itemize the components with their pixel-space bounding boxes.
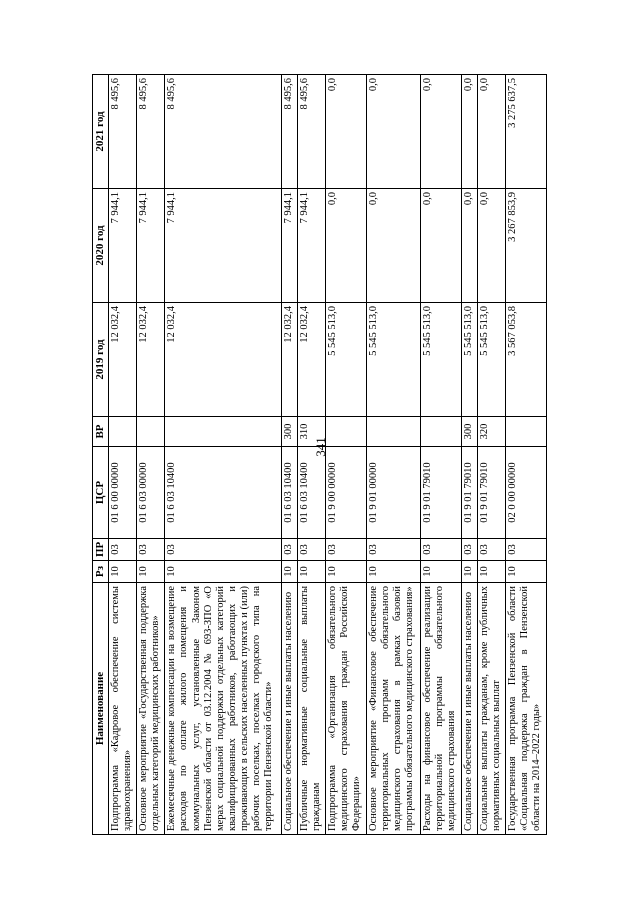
header-csr: ЦСР <box>93 447 109 539</box>
cell-pr: 03 <box>367 539 421 561</box>
cell-csr: 01 9 01 00000 <box>367 447 421 539</box>
cell-2020: 0,0 <box>367 189 421 303</box>
cell-vr <box>505 417 546 447</box>
cell-2020: 0,0 <box>461 189 477 303</box>
cell-pr: 03 <box>461 539 477 561</box>
cell-2019: 5 545 513,0 <box>477 303 505 417</box>
header-2019: 2019 год <box>93 303 109 417</box>
cell-rz: 10 <box>165 561 282 583</box>
cell-2020: 7 944,1 <box>165 189 282 303</box>
cell-2021: 0,0 <box>461 75 477 189</box>
header-2020: 2020 год <box>93 189 109 303</box>
cell-rz: 10 <box>108 561 136 583</box>
table-row <box>367 75 421 835</box>
table-header-row <box>93 75 109 835</box>
table-row <box>461 75 477 835</box>
cell-pr: 03 <box>137 539 165 561</box>
cell-name: Подпрограмма «Организация обязательного медицинского страхования граждан Российской Федерации» <box>326 583 367 835</box>
cell-2020: 7 944,1 <box>297 189 325 303</box>
cell-2020: 0,0 <box>420 189 461 303</box>
table-row <box>282 75 298 835</box>
cell-2021: 0,0 <box>326 75 367 189</box>
cell-rz: 10 <box>477 561 505 583</box>
cell-2020: 3 267 853,9 <box>505 189 546 303</box>
cell-vr: 310 <box>297 417 325 447</box>
table-row <box>165 75 282 835</box>
cell-rz: 10 <box>326 561 367 583</box>
cell-2019: 5 545 513,0 <box>420 303 461 417</box>
cell-name: Социальное обеспечение и иные выплаты населению <box>461 583 477 835</box>
cell-rz: 10 <box>297 561 325 583</box>
cell-vr <box>326 417 367 447</box>
cell-name: Основное мероприятие «Финансовое обеспечение территориальных программ обязательного медицинского страхования в рамках базовой программы обязательного медицинского страхования» <box>367 583 421 835</box>
budget-table <box>92 74 547 835</box>
cell-csr: 01 6 03 10400 <box>297 447 325 539</box>
cell-pr: 03 <box>326 539 367 561</box>
cell-vr: 300 <box>461 417 477 447</box>
rotated-table-container <box>92 75 547 835</box>
cell-2019: 12 032,4 <box>165 303 282 417</box>
header-name: Наименование <box>93 583 109 835</box>
cell-pr: 03 <box>505 539 546 561</box>
cell-pr: 03 <box>477 539 505 561</box>
cell-vr: 320 <box>477 417 505 447</box>
table-row <box>326 75 367 835</box>
cell-csr: 02 0 00 00000 <box>505 447 546 539</box>
cell-2020: 7 944,1 <box>137 189 165 303</box>
cell-csr: 01 6 03 10400 <box>282 447 298 539</box>
table-row <box>108 75 136 835</box>
cell-csr: 01 9 01 79010 <box>477 447 505 539</box>
cell-csr: 01 9 01 79010 <box>420 447 461 539</box>
cell-name: Публичные нормативные социальные выплаты гражданам <box>297 583 325 835</box>
header-rz: Рз <box>93 561 109 583</box>
cell-2021: 8 495,6 <box>282 75 298 189</box>
table-body <box>108 75 546 835</box>
cell-vr <box>165 417 282 447</box>
page-number: 341 <box>313 437 328 457</box>
cell-csr: 01 6 00 00000 <box>108 447 136 539</box>
cell-vr: 300 <box>282 417 298 447</box>
cell-2019: 12 032,4 <box>282 303 298 417</box>
cell-2019: 12 032,4 <box>137 303 165 417</box>
cell-2021: 8 495,6 <box>108 75 136 189</box>
cell-2021: 3 275 637,5 <box>505 75 546 189</box>
cell-vr <box>137 417 165 447</box>
cell-vr <box>108 417 136 447</box>
cell-rz: 10 <box>282 561 298 583</box>
cell-2019: 12 032,4 <box>108 303 136 417</box>
cell-2021: 8 495,6 <box>137 75 165 189</box>
cell-pr: 03 <box>297 539 325 561</box>
cell-2020: 0,0 <box>477 189 505 303</box>
cell-2021: 8 495,6 <box>165 75 282 189</box>
cell-name: Подпрограмма «Кадровое обеспечение системы здравоохранения» <box>108 583 136 835</box>
cell-name: Основное мероприятие «Государственная поддержка отдельных категорий медицинских работников» <box>137 583 165 835</box>
cell-rz: 10 <box>420 561 461 583</box>
table-row <box>505 75 546 835</box>
cell-2019: 12 032,4 <box>297 303 325 417</box>
cell-name: Ежемесячные денежные компенсации на возмещение расходов по оплате жилого помещения и коммунальных услуг, установленные Законом Пензенской области от 03.12.2004 № 693-ЗПО «О мерах социальной поддержки отдельных категорий квалифицированных работников, работающих и проживающих в сельских населенных пунктах и (или) рабочих поселках, поселках городского типа на территории Пензенской области» <box>165 583 282 835</box>
cell-csr: 01 9 01 79010 <box>461 447 477 539</box>
cell-csr: 01 6 03 10400 <box>165 447 282 539</box>
cell-csr: 01 9 00 00000 <box>326 447 367 539</box>
cell-rz: 10 <box>137 561 165 583</box>
cell-rz: 10 <box>367 561 421 583</box>
cell-pr: 03 <box>108 539 136 561</box>
header-vr: ВР <box>93 417 109 447</box>
cell-pr: 03 <box>165 539 282 561</box>
cell-name: Расходы на финансовое обеспечение реализации территориальной программы обязательного медицинского страхования <box>420 583 461 835</box>
cell-rz: 10 <box>461 561 477 583</box>
cell-2021: 0,0 <box>477 75 505 189</box>
cell-2020: 0,0 <box>326 189 367 303</box>
cell-2019: 5 545 513,0 <box>461 303 477 417</box>
cell-2020: 7 944,1 <box>108 189 136 303</box>
cell-2019: 5 545 513,0 <box>367 303 421 417</box>
table-row <box>420 75 461 835</box>
cell-csr: 01 6 03 00000 <box>137 447 165 539</box>
cell-name: Государственная программа Пензенской области «Социальная поддержка граждан в Пензенской области на 2014–2022 годы» <box>505 583 546 835</box>
cell-2021: 8 495,6 <box>297 75 325 189</box>
cell-2020: 7 944,1 <box>282 189 298 303</box>
table-row <box>477 75 505 835</box>
cell-vr <box>367 417 421 447</box>
cell-name: Социальное обеспечение и иные выплаты населению <box>282 583 298 835</box>
cell-name: Социальные выплаты гражданам, кроме публичных нормативных социальных выплат <box>477 583 505 835</box>
cell-pr: 03 <box>282 539 298 561</box>
table-row <box>297 75 325 835</box>
cell-2021: 0,0 <box>367 75 421 189</box>
cell-pr: 03 <box>420 539 461 561</box>
cell-2019: 5 545 513,0 <box>326 303 367 417</box>
cell-2019: 3 567 053,8 <box>505 303 546 417</box>
header-pr: ПР <box>93 539 109 561</box>
header-2021: 2021 год <box>93 75 109 189</box>
cell-vr <box>420 417 461 447</box>
cell-2021: 0,0 <box>420 75 461 189</box>
table-row <box>137 75 165 835</box>
cell-rz: 10 <box>505 561 546 583</box>
